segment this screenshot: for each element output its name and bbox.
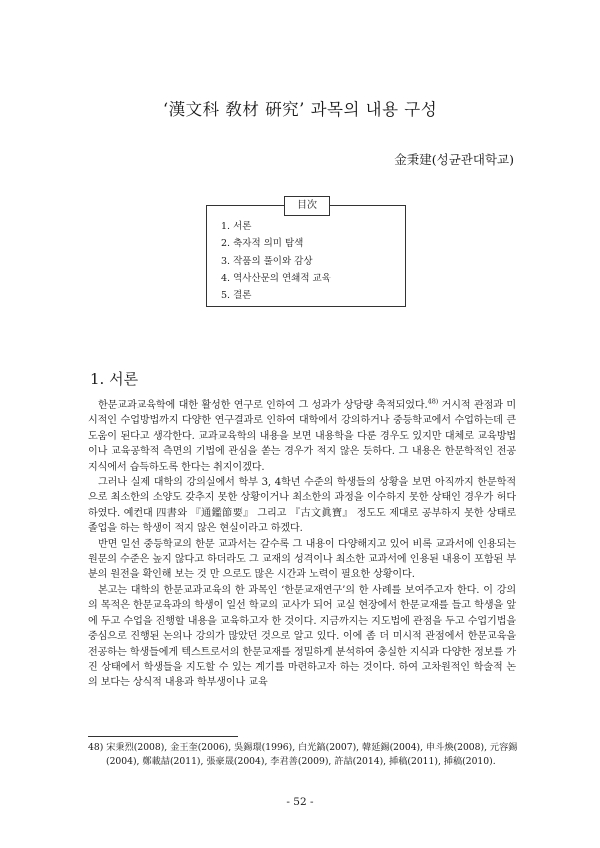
paragraph-text: 거시적 관점과 미시적인 수업방법까지 다양한 연구결과로 인하여 대학에서 강의하거나 중등학교에서 수업하는데 큰 도움이 된다고 생각한다. 교과교육학의 내용을 보면 내용학을 다룬 경우도 있지만 대체로 교육방법이나 교육공학적 측면의 기법에 관심을 쏟는 경우가 적지 않은 듯하다. 그 내용은 한문학적인 전공지식에서 습득하도록 한다는 취지이겠다. bbox=[88, 400, 516, 473]
toc-item: 4. 역사산문의 연쇄적 교육 bbox=[221, 272, 331, 284]
footnote-ref: 48) bbox=[427, 397, 439, 406]
page-number: - 52 - bbox=[286, 796, 314, 808]
author-affiliation: 金秉建(성균관대학교) bbox=[394, 152, 514, 167]
paragraph: 본고는 대학의 한문교과교육의 한 과목인 ‘한문교재연구’의 한 사례를 보여주고자 한다. 이 강의의 목적은 한문교육과의 학생이 일선 학교의 교사가 되어 교실 현장에서 한문교재를 들고 학생을 앞에 두고 수업을 진행할 내용을 교육하고자 한 것이다. 지금까지는 지도법에 관점을 두고 수업기법을 중심으로 진행된 논의나 강의가 많았던 것으로 알고 있다. 이에 좀 더 미시적 관점에서 한문교육을 전공하는 학생들에게 텍스트로서의 한문교재를 정밀하게 분석하여 충실한 지식과 다양한 정보를 가진 상태에서 학생들을 지도할 수 있는 계기를 마련하고자 하는 것이다. 하여 고차원적인 학술적 논의 보다는 상식적 내용과 학부생이나 교육 bbox=[88, 584, 516, 689]
footnote bbox=[88, 741, 518, 769]
paragraph-text: 한문교과교육학에 대한 활성한 연구로 인하여 그 성과가 상당량 축적되었다. bbox=[98, 400, 428, 411]
paper-title: ‘漢文科 敎材 硏究’ 과목의 내용 구성 bbox=[162, 100, 438, 119]
body-text bbox=[88, 398, 516, 691]
table-of-contents bbox=[206, 200, 406, 307]
paragraph bbox=[88, 398, 516, 475]
toc-list bbox=[221, 218, 331, 304]
paragraph: 반면 일선 중등학교의 한문 교과서는 갈수록 그 내용이 다양해지고 있어 비록 교과서에 인용되는 원문의 수준은 높지 않다고 하더라도 그 교재의 성격이나 최소한 교과서에 인용된 내용이 포함된 부분의 원전을 확인해 보는 것 만 으로도 많은 시간과 노력이 필요한 상황이다. bbox=[88, 538, 516, 581]
toc-item: 3. 작품의 풀이와 감상 bbox=[221, 255, 313, 267]
toc-heading: 目次 bbox=[284, 196, 330, 216]
footnote-line: (2004), 鄭載喆(2011), 張豪晟(2004), 李君善(2009), 許喆(2014), 揷稿(2011), 揷稿(2010). bbox=[106, 756, 496, 767]
paragraph: 그러나 실제 대학의 강의실에서 학부 3, 4학년 수준의 학생들의 상황을 보면 아직까지 한문학적으로 최소한의 소양도 갖추지 못한 상황이거나 최소한의 과정을 이수하지 못한 상태인 경우가 허다하였다. 예컨대 四書와 『通鑑節要』 그리고 『古文眞寶』 정도도 제대로 공부하지 못한 상태로 졸업을 하는 학생이 적지 않은 현실이라고 하겠다. bbox=[88, 477, 516, 535]
footnote-line: 48) 宋秉烈(2008), 金王奎(2006), 吳錫環(1996), 白光鎬(2007), 韓延錫(2004), 申斗煥(2008), 元容錫 bbox=[88, 742, 518, 753]
toc-item: 1. 서론 bbox=[221, 221, 252, 232]
toc-item: 5. 결론 bbox=[221, 290, 252, 302]
footnote-divider bbox=[88, 736, 238, 737]
section-heading: 1. 서론 bbox=[90, 370, 139, 388]
toc-item: 2. 축자적 의미 탐색 bbox=[221, 238, 304, 250]
